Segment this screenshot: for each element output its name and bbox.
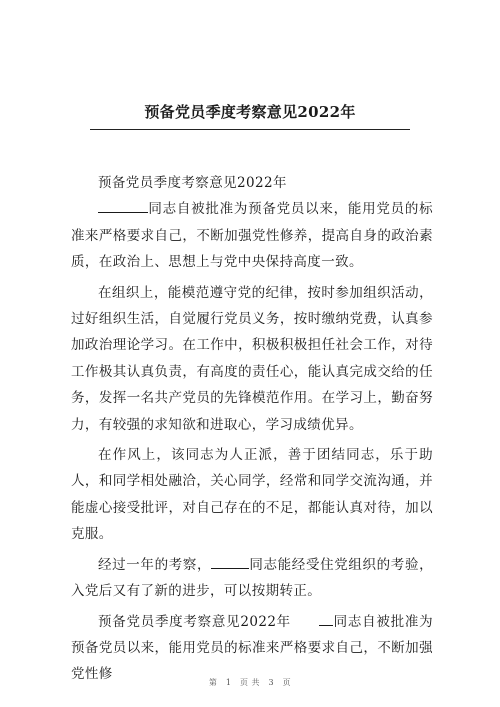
- document-title: 预备党员季度考察意见2022年: [144, 103, 356, 121]
- name-blank: [319, 612, 333, 626]
- paragraph-1: [71, 170, 433, 196]
- paragraph-text: 同志自被批准为预备党员以来，能用党员的标准来严格要求自己，不断加强党性修: [71, 613, 433, 683]
- paragraph-2: [71, 196, 433, 275]
- title-divider: [90, 129, 410, 130]
- paragraph-text: 同志能经受住党组织的考验，入党后又有了新的进步，可以按期转正。: [71, 556, 433, 600]
- paragraph-text: 同志自被批准为预备党员以来，能用党员的标准来严格要求自己，不断加强党性修养，提高自身的政治素质，在政治上、思想上与党中央保持高度一致。: [71, 201, 433, 271]
- paragraph-6: [71, 609, 433, 688]
- paragraph-4: [71, 442, 433, 548]
- name-blank: [211, 555, 249, 569]
- paragraph-text: 在组织上，能模范遵守党的纪律，按时参加组织活动，过好组织生活，自觉履行党员义务，按时缴纳党费，认真参加政治理论学习。在工作中，积极积极担任社会工作，对待工作极其认真负责，有高度的责任心，能认真完成交给的任务，发挥一名共产党员的先锋模范作用。在学习上，勤奋努力，有较强的求知欲和进取心，学习成绩优异。: [71, 284, 433, 433]
- paragraph-5: [71, 552, 433, 605]
- name-blank: [98, 199, 148, 213]
- paragraph-text: 经过一年的考察，: [98, 556, 212, 573]
- paragraph-3: [71, 280, 433, 438]
- page-footer: 第 1 页 共 3 页: [208, 678, 292, 687]
- paragraph-text: 预备党员季度考察意见2022年: [98, 175, 287, 191]
- paragraph-text: 预备党员季度考察意见2022年: [98, 613, 320, 630]
- paragraph-text: 在作风上，该同志为人正派，善于团结同志，乐于助人，和同学相处融洽，关心同学，经常和同学交流沟通，并能虚心接受批评，对自己存在的不足，都能认真对待，加以克服。: [71, 447, 433, 543]
- document-body: [71, 170, 433, 688]
